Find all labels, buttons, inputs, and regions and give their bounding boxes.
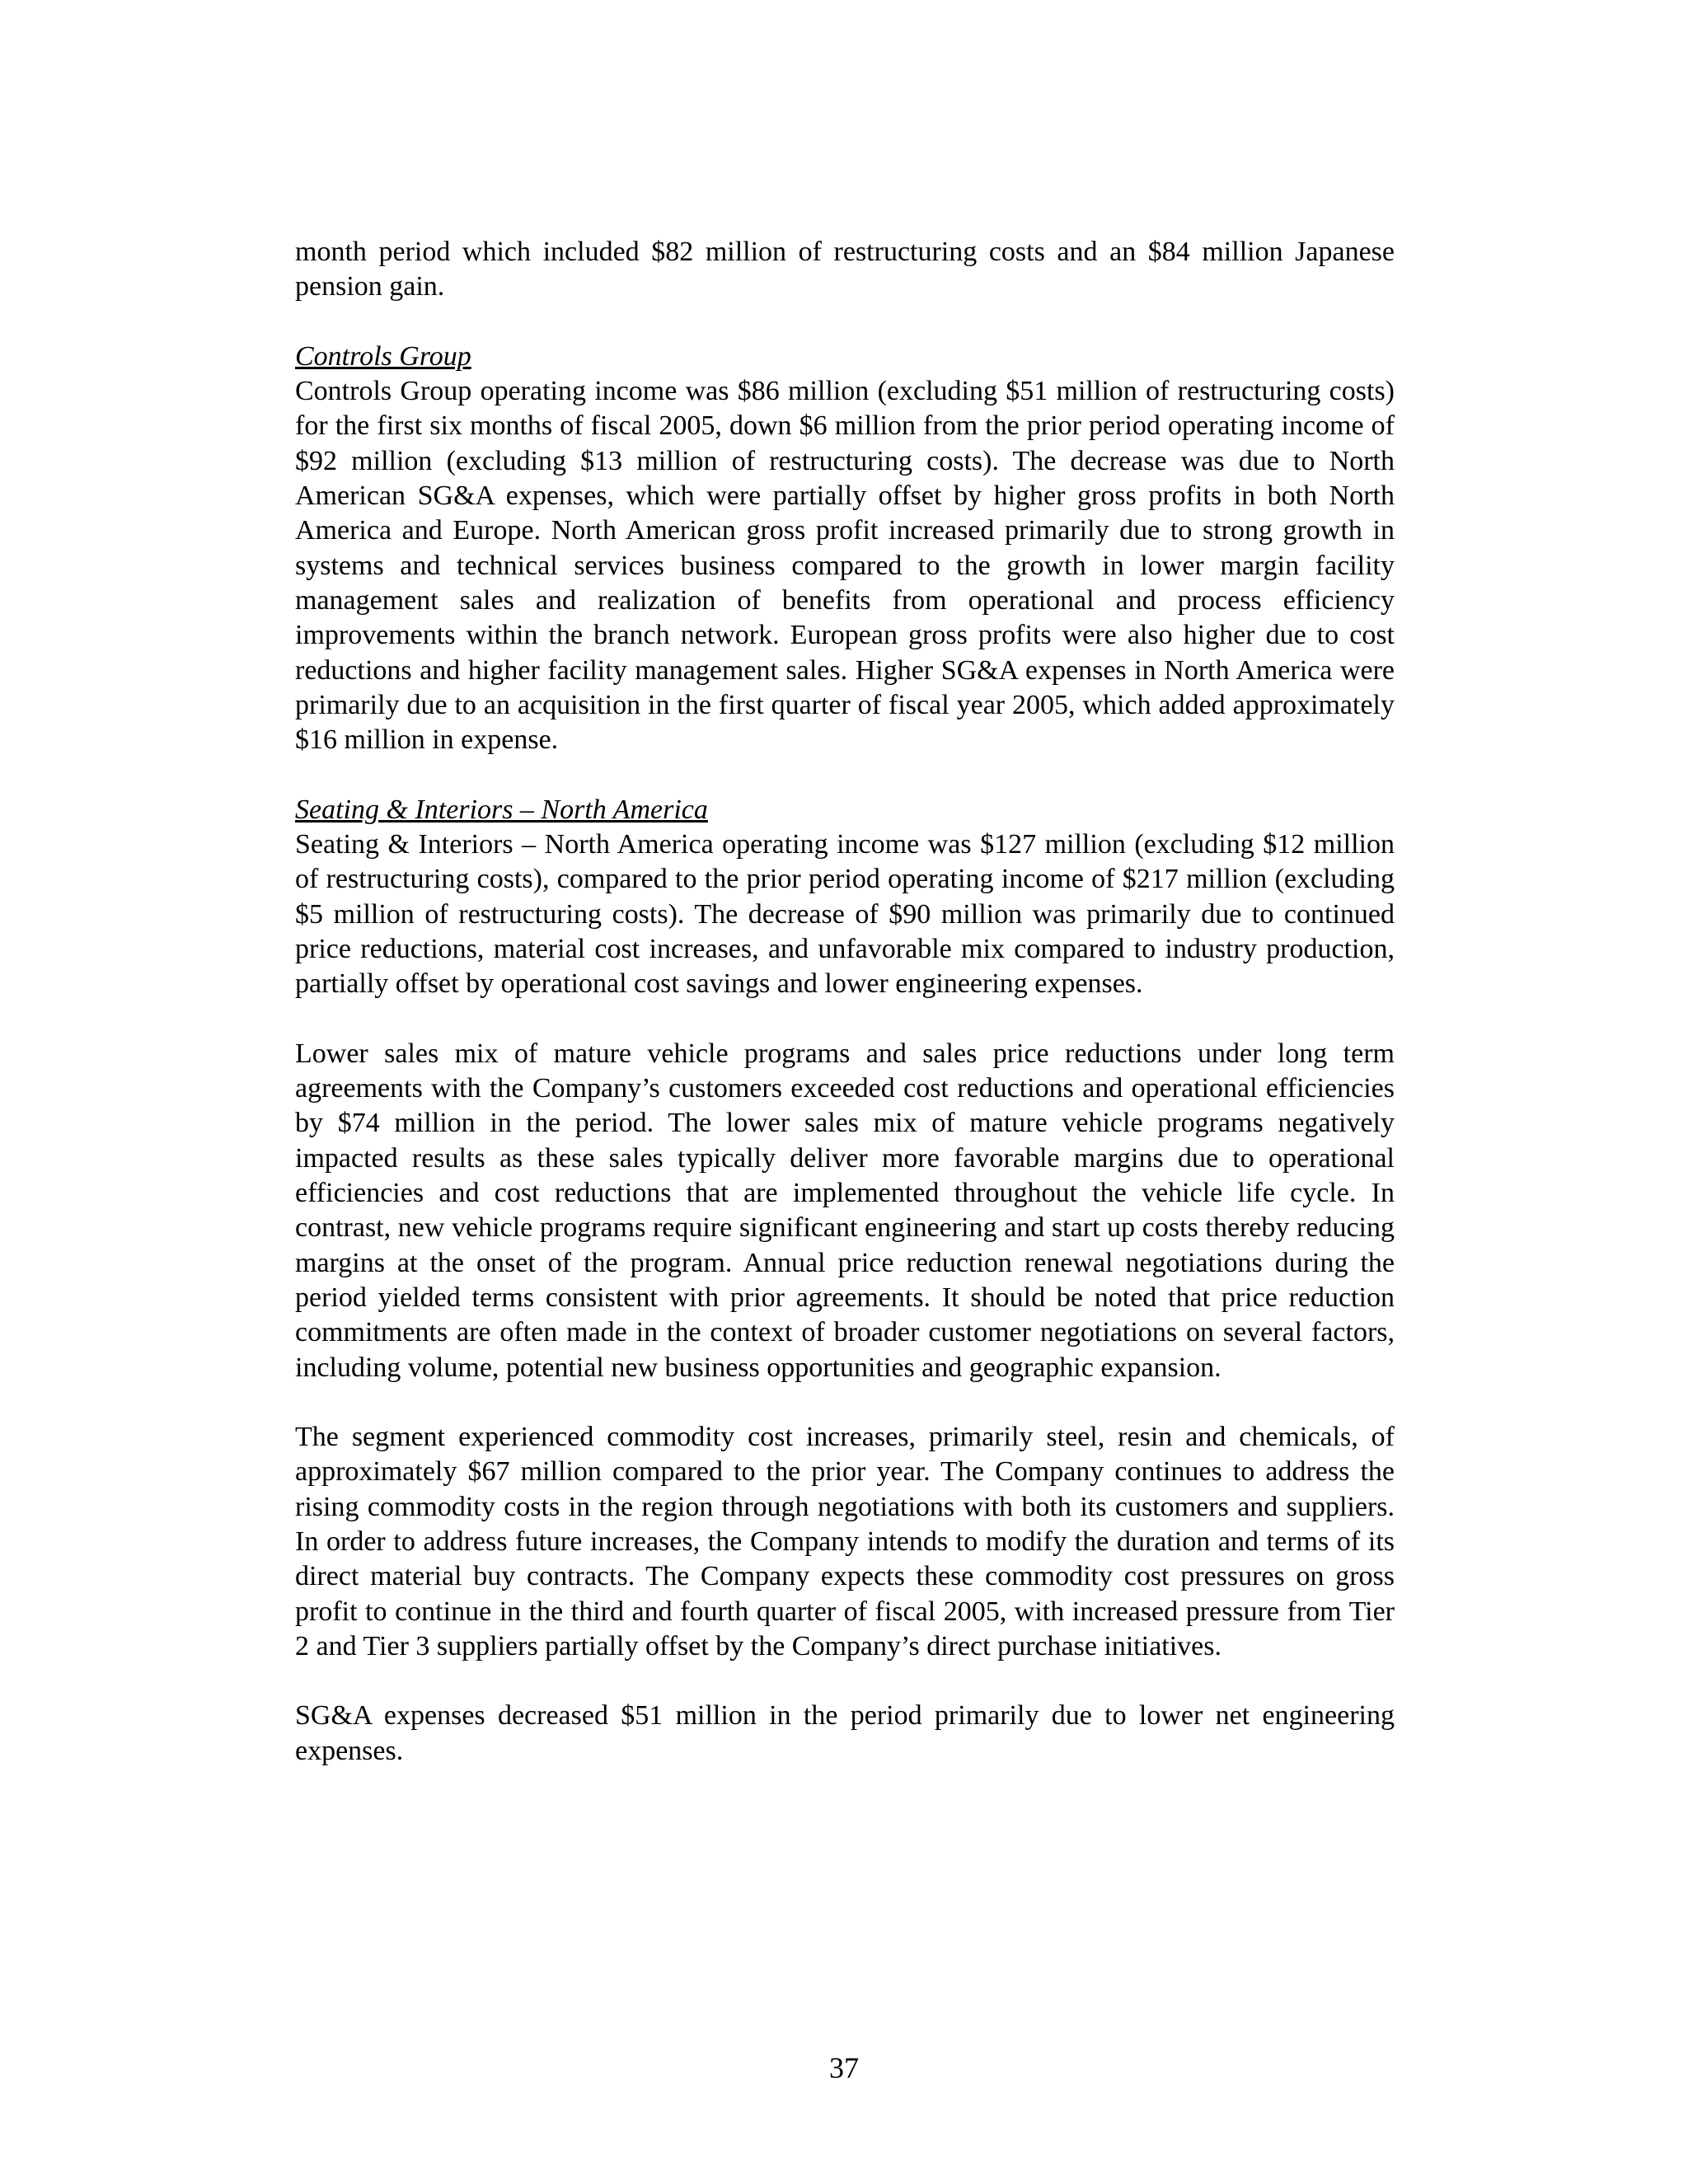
- body-paragraph: The segment experienced commodity cost increases, primarily steel, resin and chemicals, of approximately $67 million compared to the prior year. The Company continues to address the rising commodity costs in the region through negotiations with both its customers and suppliers. In order to address future increases, the Company intends to modify the duration and terms of its direct material buy contracts. The Company expects these commodity cost pressures on gross profit to continue in the third and fourth quarter of fiscal 2005, with increased pressure from Tier 2 and Tier 3 suppliers partially offset by the Company’s direct purchase initiatives.: [295, 1422, 1395, 1661]
- section-controls-group: [295, 340, 1395, 758]
- body-paragraph: Lower sales mix of mature vehicle programs and sales price reductions under long term agreements with the Company’s customers exceeded cost reductions and operational efficiencies by $74 million in the period. The lower sales mix of mature vehicle programs negatively impacted results as these sales typically deliver more favorable margins due to operational efficiencies and cost reductions that are implemented throughout the vehicle life cycle. In contrast, new vehicle programs require significant engineering and start up costs thereby reducing margins at the onset of the program. Annual price reduction renewal negotiations during the period yielded terms consistent with prior agreements. It should be noted that price reduction commitments are often made in the context of broader customer negotiations on several factors, including volume, potential new business opportunities and geographic expansion.: [295, 1038, 1395, 1383]
- body-paragraph: SG&A expenses decreased $51 million in the period primarily due to lower net engineering expenses.: [295, 1700, 1395, 1766]
- section-heading: Controls Group: [295, 340, 471, 372]
- page-body: [295, 235, 1395, 1803]
- intro-paragraph: month period which included $82 million of restructuring costs and an $84 million Japanese pension gain.: [295, 237, 1395, 302]
- body-paragraph: Seating & Interiors – North America operating income was $127 million (excluding $12 million of restructuring costs), compared to the prior period operating income of $217 million (excluding $5 million of restructuring costs). The decrease of $90 million was primarily due to continued price reductions, material cost increases, and unfavorable mix compared to industry production, partially offset by operational cost savings and lower engineering expenses.: [295, 829, 1395, 1000]
- body-paragraph: Controls Group operating income was $86 million (excluding $51 million of restructuring costs) for the first six months of fiscal 2005, down $6 million from the prior period operating income of $92 million (excluding $13 million of restructuring costs). The decrease was due to North American SG&A expenses, which were partially offset by higher gross profits in both North America and Europe. North American gross profit increased primarily due to strong growth in systems and technical services business compared to the growth in lower margin facility management sales and realization of benefits from operational and process efficiency improvements within the branch network. European gross profits were also higher due to cost reductions and higher facility management sales. Higher SG&A expenses in North America were primarily due to an acquisition in the first quarter of fiscal year 2005, which added approximately $16 million in expense.: [295, 376, 1395, 756]
- page-number: 37: [829, 2051, 859, 2084]
- section-seating-interiors-north-america: [295, 793, 1395, 1769]
- section-heading: Seating & Interiors – North America: [295, 794, 708, 825]
